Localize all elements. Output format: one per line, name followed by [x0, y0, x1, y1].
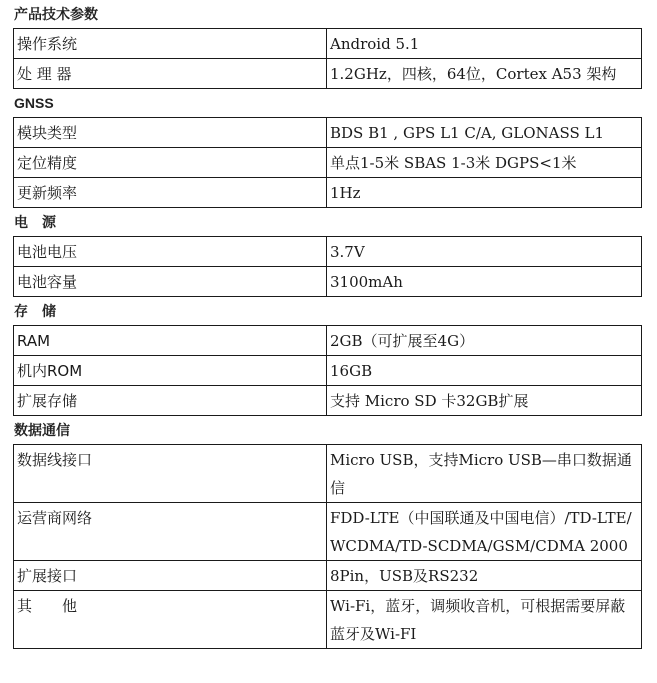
spec-key: 电池容量: [14, 267, 327, 297]
spec-value: 1Hz: [327, 178, 642, 208]
section-heading: 产品技术参数: [14, 6, 98, 22]
spec-value: 支持 Micro SD 卡32GB扩展: [327, 386, 642, 416]
spec-key: 处 理 器: [14, 59, 327, 89]
section-heading: GNSS: [14, 95, 54, 111]
spec-table: [13, 236, 642, 297]
spec-key: 电池电压: [14, 237, 327, 267]
spec-key: RAM: [14, 326, 327, 356]
spec-value: BDS B1 , GPS L1 C/A, GLONASS L1: [327, 118, 642, 148]
spec-table: [13, 28, 642, 89]
spec-value: 3100mAh: [327, 267, 642, 297]
spec-value: Micro USB，支持Micro USB—串口数据通信: [327, 445, 642, 503]
spec-row: [14, 445, 642, 503]
spec-value: 单点1-5米 SBAS 1-3米 DGPS<1米: [327, 148, 642, 178]
spec-row: [14, 237, 642, 267]
spec-row: [14, 29, 642, 59]
spec-row: [14, 59, 642, 89]
spec-row: [14, 178, 642, 208]
spec-key: 更新频率: [14, 178, 327, 208]
section-heading: 电 源: [14, 214, 56, 230]
spec-key: 定位精度: [14, 148, 327, 178]
spec-value: 3.7V: [327, 237, 642, 267]
spec-value: 1.2GHz，四核，64位，Cortex A53 架构: [327, 59, 642, 89]
spec-row: [14, 148, 642, 178]
spec-row: [14, 503, 642, 561]
section-heading: 数据通信: [14, 422, 70, 438]
spec-value: 8Pin，USB及RS232: [327, 561, 642, 591]
spec-value: 16GB: [327, 356, 642, 386]
spec-key: 操作系统: [14, 29, 327, 59]
spec-value: FDD-LTE（中国联通及中国电信）/TD-LTE/WCDMA/TD-SCDMA/GSM/CDMA 2000: [327, 503, 642, 561]
section-heading: 存 储: [14, 303, 56, 319]
spec-key: 运营商网络: [14, 503, 327, 561]
spec-key: 扩展接口: [14, 561, 327, 591]
spec-row: [14, 386, 642, 416]
spec-table: [13, 325, 642, 416]
spec-table: [13, 444, 642, 649]
spec-key: 模块类型: [14, 118, 327, 148]
spec-value: 2GB（可扩展至4G）: [327, 326, 642, 356]
spec-key: 扩展存储: [14, 386, 327, 416]
spec-key: 其 他: [14, 591, 327, 649]
spec-row: [14, 118, 642, 148]
spec-row: [14, 591, 642, 649]
spec-row: [14, 561, 642, 591]
spec-row: [14, 267, 642, 297]
spec-key: 数据线接口: [14, 445, 327, 503]
spec-row: [14, 356, 642, 386]
spec-key: 机内ROM: [14, 356, 327, 386]
spec-value: Android 5.1: [327, 29, 642, 59]
spec-row: [14, 326, 642, 356]
spec-value: Wi-Fi，蓝牙，调频收音机，可根据需要屏蔽蓝牙及Wi-FI: [327, 591, 642, 649]
spec-table: [13, 117, 642, 208]
